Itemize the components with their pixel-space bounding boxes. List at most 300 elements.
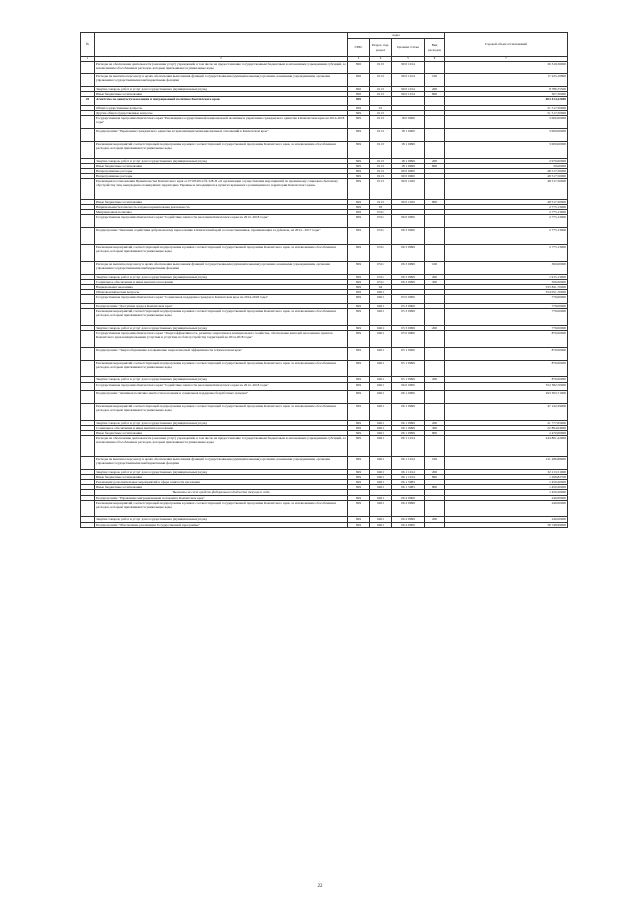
- row-grbs-cell: 829: [348, 330, 370, 347]
- row-target-cell: 05 1 0999: [392, 360, 425, 377]
- row-amount-cell: 1 298,82700: [445, 475, 568, 480]
- row-description-cell: Реализация мероприятий соответствующей подпрограммы в рамках соответствующей государственной программы Камчатского края, за исключением обособленных расходов, которым присваиваются уникальные коды: [95, 360, 348, 377]
- row-exptype-cell: 200: [425, 420, 445, 425]
- row-section-cell: 04: [370, 284, 392, 289]
- row-amount-cell: 48 517,50000: [445, 179, 568, 200]
- table-row: [81, 261, 568, 274]
- row-grbs-cell: 826: [348, 74, 370, 87]
- row-amount-cell: 58 748,99000: [445, 522, 568, 527]
- row-target-cell: 06 1 1014: [392, 470, 425, 475]
- row-exptype-cell: 200: [425, 325, 445, 330]
- row-exptype-cell: 300: [425, 279, 445, 284]
- row-description-cell: Расходы на выплаты персоналу в целях обеспечения выполнения функций государственными (муниципальными) органами, казенными учреждениями, органами управления государственными внебюджетными фондами: [95, 74, 348, 87]
- row-section-cell: 0401: [370, 325, 392, 330]
- row-target-cell: 06 3 0000: [392, 228, 425, 245]
- row-section-cell: 0311: [370, 228, 392, 245]
- index-cell: 1: [81, 57, 95, 62]
- row-grbs-cell: 829: [348, 97, 370, 106]
- table-row: [81, 97, 568, 106]
- table-row: [81, 522, 568, 527]
- row-amount-cell: 3 000,00000: [445, 116, 568, 129]
- row-section-cell: 0401: [370, 480, 392, 485]
- row-description-cell: Общеэкономические вопросы: [95, 290, 348, 295]
- row-grbs-cell: 829: [348, 475, 370, 480]
- row-target-cell: 06 1 5083: [392, 480, 425, 485]
- row-target-cell: 06 1 5083: [392, 485, 425, 490]
- row-grbs-cell: 826: [348, 87, 370, 92]
- row-grbs-cell: 829: [348, 404, 370, 421]
- row-target-cell: 03 3 0999: [392, 325, 425, 330]
- table-row: [81, 228, 568, 245]
- row-grbs-cell: 829: [348, 179, 370, 200]
- header-codes: коды: [348, 33, 445, 39]
- row-target-cell: 06 3 0999: [392, 245, 425, 262]
- row-grbs-cell: 829: [348, 426, 370, 431]
- row-grbs-cell: 829: [348, 495, 370, 500]
- row-exptype-cell: [425, 129, 445, 142]
- row-amount-cell: 870,00000: [445, 330, 568, 347]
- row-number-cell: [81, 141, 95, 158]
- row-description-cell: Национальная экономика: [95, 284, 348, 289]
- row-section-cell: [370, 97, 392, 106]
- page-number: 22: [317, 884, 323, 889]
- row-description-cell: Государственная программа Камчатского края "Реализация государственной национальной политики и укрепление гражданского единства в Камчатском крае на 2014-2018 годы": [95, 116, 348, 129]
- row-description-cell: Социальное обеспечение и иные выплаты населению: [95, 279, 348, 284]
- row-amount-cell: 47 142,29000: [445, 404, 568, 421]
- row-section-cell: 0401: [370, 426, 392, 431]
- row-description-cell: Закупка товаров, работ и услуг для государственных (муниципальных) нужд: [95, 377, 348, 382]
- row-amount-cell: 244 801,22000: [445, 436, 568, 457]
- row-description-cell: Расходы на выплаты персоналу в целях обеспечения выполнения функций государственными (муниципальными) органами, казенными учреждениями, органами управления государственными внебюджетными фондами: [95, 457, 348, 470]
- row-description-cell: Иные бюджетные ассигнования: [95, 163, 348, 168]
- table-row: [81, 179, 568, 200]
- row-amount-cell: 3 000,00000: [445, 141, 568, 158]
- row-description-cell: Иные бюджетные ассигнования: [95, 92, 348, 97]
- row-description-cell: Подпрограмма "Активная политика занятости населения и социальная поддержка безработных граждан": [95, 391, 348, 404]
- row-amount-cell: 240,00000: [445, 495, 568, 500]
- row-amount-cell: 2 775,13000: [445, 210, 568, 215]
- row-description-cell: Непрограммные расходы: [95, 168, 348, 173]
- row-amount-cell: 240,00000: [445, 517, 568, 522]
- row-target-cell: 06 0 0000: [392, 382, 425, 391]
- row-exptype-cell: 200: [425, 377, 445, 382]
- row-number-cell: [81, 436, 95, 457]
- row-section-cell: 0401: [370, 295, 392, 304]
- row-grbs-cell: 829: [348, 284, 370, 289]
- index-cell: 5: [392, 57, 425, 62]
- row-amount-cell: 2 970,00000: [445, 158, 568, 163]
- row-exptype-cell: [425, 179, 445, 200]
- row-section-cell: 0401: [370, 391, 392, 404]
- row-grbs-cell: 829: [348, 228, 370, 245]
- index-cell: 2: [95, 57, 348, 62]
- row-grbs-cell: 829: [348, 457, 370, 470]
- row-target-cell: 06 1 0000: [392, 391, 425, 404]
- row-target-cell: 99 0 1014: [392, 61, 425, 74]
- row-target-cell: 18 1 0999: [392, 158, 425, 163]
- row-exptype-cell: [425, 308, 445, 325]
- row-section-cell: 0401: [370, 457, 392, 470]
- row-grbs-cell: 829: [348, 522, 370, 527]
- table-row: [81, 436, 568, 457]
- row-description-cell: Закупка товаров, работ и услуг для государственных (муниципальных) нужд: [95, 517, 348, 522]
- row-exptype-cell: [425, 436, 445, 457]
- row-target-cell: 18 0 0000: [392, 116, 425, 129]
- row-exptype-cell: [425, 500, 445, 517]
- row-amount-cell: 17 225,10800: [445, 74, 568, 87]
- row-grbs-cell: 829: [348, 141, 370, 158]
- row-amount-cell: 779,00000: [445, 308, 568, 325]
- row-section-cell: 0113: [370, 163, 392, 168]
- row-section-cell: 0401: [370, 522, 392, 527]
- row-section-cell: 0113: [370, 116, 392, 129]
- row-exptype-cell: [425, 141, 445, 158]
- row-section-cell: 0401: [370, 290, 392, 295]
- row-grbs-cell: 829: [348, 431, 370, 436]
- row-description-cell: Государственная программа Камчатского края "Социальная поддержка граждан в Камчатском крае на 2014-2018 годы": [95, 295, 348, 304]
- row-exptype-cell: [425, 61, 445, 74]
- row-exptype-cell: [425, 347, 445, 360]
- row-section-cell: 0401: [370, 330, 392, 347]
- row-exptype-cell: 300: [425, 426, 445, 431]
- row-exptype-cell: 800: [425, 163, 445, 168]
- row-number-cell: [81, 261, 95, 274]
- row-amount-cell: 21 777,65000: [445, 420, 568, 425]
- table-row: [81, 141, 568, 158]
- row-exptype-cell: [425, 97, 445, 106]
- row-number-cell: [81, 61, 95, 74]
- row-exptype-cell: 200: [425, 517, 445, 522]
- row-description-cell: Закупка товаров, работ и услуг для государственных (муниципальных) нужд: [95, 420, 348, 425]
- row-target-cell: 99 0 1020: [392, 200, 425, 205]
- row-grbs-cell: 829: [348, 470, 370, 475]
- row-section-cell: 0401: [370, 475, 392, 480]
- row-target-cell: 06 2 0000: [392, 495, 425, 500]
- table-row: [81, 330, 568, 347]
- row-number-cell: [81, 382, 95, 391]
- row-exptype-cell: 100: [425, 457, 445, 470]
- row-section-cell: 0113: [370, 179, 392, 200]
- header-exptype: Вид расходов: [425, 39, 445, 57]
- row-grbs-cell: 826: [348, 92, 370, 97]
- row-target-cell: 05 1 0000: [392, 347, 425, 360]
- row-description-cell: Закупка товаров, работ и услуг для государственных (муниципальных) нужд: [95, 87, 348, 92]
- row-amount-cell: 1 450,20000: [445, 490, 568, 495]
- row-section-cell: 0311: [370, 215, 392, 228]
- table-row: [81, 295, 568, 304]
- index-cell: 6: [425, 57, 445, 62]
- row-exptype-cell: [425, 245, 445, 262]
- row-amount-cell: 51 517,50000: [445, 106, 568, 111]
- row-grbs-cell: 829: [348, 210, 370, 215]
- row-target-cell: 06 2 0999: [392, 500, 425, 517]
- row-section-cell: 0113: [370, 61, 392, 74]
- header-target: Целевая статья: [392, 39, 425, 57]
- row-grbs-cell: 829: [348, 382, 370, 391]
- table-row: [81, 74, 568, 87]
- row-grbs-cell: 829: [348, 500, 370, 517]
- row-section-cell: 0311: [370, 261, 392, 274]
- row-number-cell: [81, 308, 95, 325]
- row-target-cell: 06 3 0999: [392, 261, 425, 274]
- row-grbs-cell: 829: [348, 279, 370, 284]
- row-target-cell: 03 3 0000: [392, 303, 425, 308]
- row-grbs-cell: 829: [348, 168, 370, 173]
- row-description-cell: Другие общегосударственные вопросы: [95, 111, 348, 116]
- row-target-cell: 06 1 1014: [392, 457, 425, 470]
- row-grbs-cell: 829: [348, 200, 370, 205]
- row-description-cell: Подпрограмма "Управление миграционными потоками в Камчатском крае": [95, 495, 348, 500]
- row-number-cell: [81, 360, 95, 377]
- row-grbs-cell: 829: [348, 158, 370, 163]
- row-grbs-cell: 829: [348, 303, 370, 308]
- row-amount-cell: 48 517,50000: [445, 168, 568, 173]
- row-description-cell: Государственная программа Камчатского края "Содействие занятости населения Камчатского края на 2014 -2018 годы": [95, 382, 348, 391]
- row-description-cell: Государственная программа Камчатского края "Энергоэффективность, развитие энергетики и коммунального хозяйства, обеспечение жителей населенных пунктов Камчатского края коммунальными услугами и услугами по благоустройству территорий на 2014-2018 годы": [95, 330, 348, 347]
- row-number-cell: [81, 74, 95, 87]
- row-target-cell: 99 0 0000: [392, 168, 425, 173]
- row-description-cell: Реализация мероприятий соответствующей подпрограммы в рамках соответствующей государственной программы Камчатского края, за исключением обособленных расходов, которым присваиваются уникальные коды: [95, 500, 348, 517]
- row-exptype-cell: 200: [425, 158, 445, 163]
- table-row: [81, 382, 568, 391]
- row-section-cell: 0311: [370, 210, 392, 215]
- row-description-cell: Иные бюджетные ассигнования: [95, 475, 348, 480]
- row-target-cell: 06 1 0999: [392, 420, 425, 425]
- row-exptype-cell: [425, 391, 445, 404]
- row-target-cell: 06 3 0999: [392, 279, 425, 284]
- row-section-cell: 03: [370, 205, 392, 210]
- row-target-cell: 06 4 0000: [392, 522, 425, 527]
- row-exptype-cell: 200: [425, 470, 445, 475]
- row-description-cell: Реализация мероприятий соответствующей подпрограммы в рамках соответствующей государственной программы Камчатского края, за исключением обособленных расходов, которым присваиваются уникальные коды: [95, 141, 348, 158]
- row-number-cell: [81, 522, 95, 527]
- row-description-cell: Расходы на обеспечение деятельности (оказание услуг) учреждений, в том числе на предоставление государственным бюджетным и автономным учреждениям субсидий, за исключением обособленных расходов, которым присваиваются уникальные коды: [95, 436, 348, 457]
- row-grbs-cell: 829: [348, 391, 370, 404]
- row-target-cell: 99 0 1014: [392, 87, 425, 92]
- row-grbs-cell: 829: [348, 485, 370, 490]
- row-section-cell: 0311: [370, 279, 392, 284]
- row-amount-cell: 1 450,20000: [445, 485, 568, 490]
- row-section-cell: 0401: [370, 308, 392, 325]
- table-row: [81, 129, 568, 142]
- row-grbs-cell: 829: [348, 290, 370, 295]
- table-row: [81, 347, 568, 360]
- row-description-cell: Иные бюджетные ассигнования: [95, 485, 348, 490]
- row-section-cell: 0113: [370, 129, 392, 142]
- budget-table-sheet: [80, 32, 567, 528]
- row-grbs-cell: 829: [348, 205, 370, 210]
- row-grbs-cell: 829: [348, 517, 370, 522]
- row-amount-cell: 240,00000: [445, 500, 568, 517]
- row-section-cell: 0401: [370, 377, 392, 382]
- row-target-cell: [392, 97, 425, 106]
- row-section-cell: 0401: [370, 360, 392, 377]
- row-exptype-cell: 800: [425, 200, 445, 205]
- table-row: [81, 500, 568, 517]
- row-number-cell: [81, 228, 95, 245]
- row-grbs-cell: 829: [348, 480, 370, 485]
- row-exptype-cell: [425, 215, 445, 228]
- row-grbs-cell: 829: [348, 360, 370, 377]
- row-target-cell: 03 0 0000: [392, 295, 425, 304]
- row-grbs-cell: 829: [348, 436, 370, 457]
- row-number-cell: [81, 347, 95, 360]
- row-amount-cell: 355 841,70000: [445, 284, 568, 289]
- row-target-cell: 99 0 1014: [392, 92, 425, 97]
- row-target-cell: 99 0 0000: [392, 174, 425, 179]
- row-description-cell: Реализация мероприятий соответствующей подпрограммы в рамках соответствующей государственной программы Камчатского края, за исключением обособленных расходов, которым присваиваются уникальные коды: [95, 404, 348, 421]
- row-exptype-cell: 800: [425, 92, 445, 97]
- row-description-cell: Расходы на обеспечение деятельности (оказание услуг) учреждений, в том числе на предоставление государственным бюджетным и автономным учреждениям субсидий, за исключением обособленных расходов, которым присваиваются уникальные коды: [95, 61, 348, 74]
- row-target-cell: 06 1 0999: [392, 404, 425, 421]
- row-exptype-cell: 100: [425, 261, 445, 274]
- row-amount-cell: 32 213,51000: [445, 470, 568, 475]
- row-description-cell: Выплаты за счет средств федерального бюджета текущего года: [95, 490, 348, 495]
- row-section-cell: 0311: [370, 274, 392, 279]
- row-grbs-cell: 829: [348, 261, 370, 274]
- row-amount-cell: 2 470,00000: [445, 431, 568, 436]
- row-amount-cell: 48 517,50000: [445, 200, 568, 205]
- row-grbs-cell: 829: [348, 377, 370, 382]
- row-target-cell: 99 0 1014: [392, 74, 425, 87]
- row-grbs-cell: 829: [348, 129, 370, 142]
- row-amount-cell: 30,00000: [445, 163, 568, 168]
- row-exptype-cell: [425, 404, 445, 421]
- row-section-cell: 0113: [370, 168, 392, 173]
- row-number-cell: [81, 330, 95, 347]
- row-amount-cell: 1 450,20000: [445, 480, 568, 485]
- row-description-cell: Иные бюджетные ассигнования: [95, 200, 348, 205]
- row-amount-cell: 360,00000: [445, 261, 568, 274]
- row-description-cell: Подпрограмма "Оказание содействия добровольному переселению в Камчатский край соотечественников, проживающих за рубежом, на 2014 - 2017 годы": [95, 228, 348, 245]
- row-target-cell: 18 1 0999: [392, 163, 425, 168]
- row-number-cell: [81, 215, 95, 228]
- row-section-cell: 0401: [370, 303, 392, 308]
- row-section-cell: 0401: [370, 420, 392, 425]
- row-exptype-cell: [425, 228, 445, 245]
- row-amount-cell: 870,00000: [445, 377, 568, 382]
- row-target-cell: 06 1 0999: [392, 426, 425, 431]
- row-exptype-cell: [425, 522, 445, 527]
- row-amount-cell: 2 775,13000: [445, 215, 568, 228]
- row-section-cell: 0401: [370, 470, 392, 475]
- row-amount-cell: 603 414,32000: [445, 97, 568, 106]
- row-amount-cell: 779,00000: [445, 325, 568, 330]
- row-amount-cell: 500,00000: [445, 279, 568, 284]
- row-section-cell: 01: [370, 106, 392, 111]
- row-amount-cell: 307,50000: [445, 92, 568, 97]
- row-grbs-cell: 829: [348, 347, 370, 360]
- row-description-cell: Закупка товаров, работ и услуг для государственных (муниципальных) нужд: [95, 158, 348, 163]
- row-number-cell: [81, 500, 95, 517]
- row-section-cell: 0311: [370, 245, 392, 262]
- row-section-cell: 0401: [370, 347, 392, 360]
- row-exptype-cell: 800: [425, 475, 445, 480]
- row-target-cell: 06 0 0000: [392, 215, 425, 228]
- row-amount-cell: 779,00000: [445, 303, 568, 308]
- index-cell: 4: [370, 57, 392, 62]
- row-amount-cell: 26 319,36000: [445, 61, 568, 74]
- row-description-cell: Реализация мероприятий соответствующей подпрограммы в рамках соответствующей государственной программы Камчатского края, за исключением обособленных расходов, которым присваиваются уникальные коды: [95, 245, 348, 262]
- table-row: [81, 308, 568, 325]
- header-number: №: [81, 33, 95, 57]
- row-description-cell: Непрограммные расходы: [95, 174, 348, 179]
- table-row: [81, 245, 568, 262]
- row-section-cell: 0401: [370, 431, 392, 436]
- row-number-cell: [81, 179, 95, 200]
- budget-table: [80, 32, 568, 528]
- row-amount-cell: 51 517,50000: [445, 111, 568, 116]
- row-grbs-cell: 829: [348, 420, 370, 425]
- row-section-cell: 0113: [370, 111, 392, 116]
- row-target-cell: 06 3 0999: [392, 274, 425, 279]
- row-description-cell: Расходы на выплаты персоналу в целях обеспечения выполнения функций государственными (муниципальными) органами, казенными учреждениями, органами управления государственными внебюджетными фондами: [95, 261, 348, 274]
- row-exptype-cell: 800: [425, 485, 445, 490]
- row-description-cell: Государственная программа Камчатского края "Содействие занятости населения Камчатского края на 2014 -2018 годы": [95, 215, 348, 228]
- row-target-cell: 18 1 0999: [392, 141, 425, 158]
- header-name: [95, 33, 348, 57]
- row-description-cell: Закупка товаров, работ и услуг для государственных (муниципальных) нужд: [95, 325, 348, 330]
- row-section-cell: 0401: [370, 485, 392, 490]
- row-description-cell: Агентство по занятости населения и миграционной политике Камчатского края: [95, 97, 348, 106]
- row-target-cell: 03 3 0999: [392, 308, 425, 325]
- row-section-cell: 0113: [370, 74, 392, 87]
- row-grbs-cell: 829: [348, 295, 370, 304]
- row-number-cell: 20: [81, 97, 95, 106]
- row-exptype-cell: 200: [425, 87, 445, 92]
- row-exptype-cell: [425, 116, 445, 129]
- row-grbs-cell: 829: [348, 325, 370, 330]
- header-section: Раздел, под-раздел: [370, 39, 392, 57]
- row-description-cell: Подпрограмма "Обеспечение реализации Государственной программы": [95, 522, 348, 527]
- row-amount-cell: 352 382,70000: [445, 382, 568, 391]
- row-grbs-cell: 829: [348, 274, 370, 279]
- row-amount-cell: 354 051,70000: [445, 290, 568, 295]
- row-grbs-cell: 829: [348, 215, 370, 228]
- row-number-cell: [81, 391, 95, 404]
- row-section-cell: 0401: [370, 500, 392, 517]
- row-grbs-cell: 829: [348, 116, 370, 129]
- row-section-cell: 0113: [370, 200, 392, 205]
- row-amount-cell: 48 517,50000: [445, 174, 568, 179]
- row-amount-cell: 211 286,88000: [445, 457, 568, 470]
- row-number-cell: [81, 116, 95, 129]
- row-description-cell: Подпрограмма "Укрепление гражданского единства и гармонизация межнациональных отношений в Камчатском крае": [95, 129, 348, 142]
- row-section-cell: 0113: [370, 141, 392, 158]
- row-exptype-cell: 100: [425, 74, 445, 87]
- row-section-cell: 0401: [370, 517, 392, 522]
- row-description-cell: Реализация дополнительных мероприятий в сфере занятости населения: [95, 480, 348, 485]
- row-amount-cell: 293 393,71000: [445, 391, 568, 404]
- row-amount-cell: 1 915,13000: [445, 274, 568, 279]
- row-target-cell: 06 2 0999: [392, 517, 425, 522]
- row-amount-cell: 2 775,13000: [445, 205, 568, 210]
- row-amount-cell: 8 786,75500: [445, 87, 568, 92]
- row-amount-cell: 2 775,13000: [445, 228, 568, 245]
- table-row: [81, 457, 568, 470]
- row-section-cell: 0401: [370, 495, 392, 500]
- row-section-cell: 0113: [370, 174, 392, 179]
- row-target-cell: 18 1 0000: [392, 129, 425, 142]
- row-description-cell: Реализация мероприятий соответствующей подпрограммы в рамках соответствующей государственной программы Камчатского края, за исключением обособленных расходов, которым присваиваются уникальные коды: [95, 308, 348, 325]
- row-grbs-cell: 829: [348, 308, 370, 325]
- row-grbs-cell: 829: [348, 174, 370, 179]
- index-cell: 3: [348, 57, 370, 62]
- row-section-cell: 0113: [370, 87, 392, 92]
- row-exptype-cell: [425, 330, 445, 347]
- row-description-cell: Подпрограмма "Доступная среда в Камчатском крае": [95, 303, 348, 308]
- row-grbs-cell: 826: [348, 61, 370, 74]
